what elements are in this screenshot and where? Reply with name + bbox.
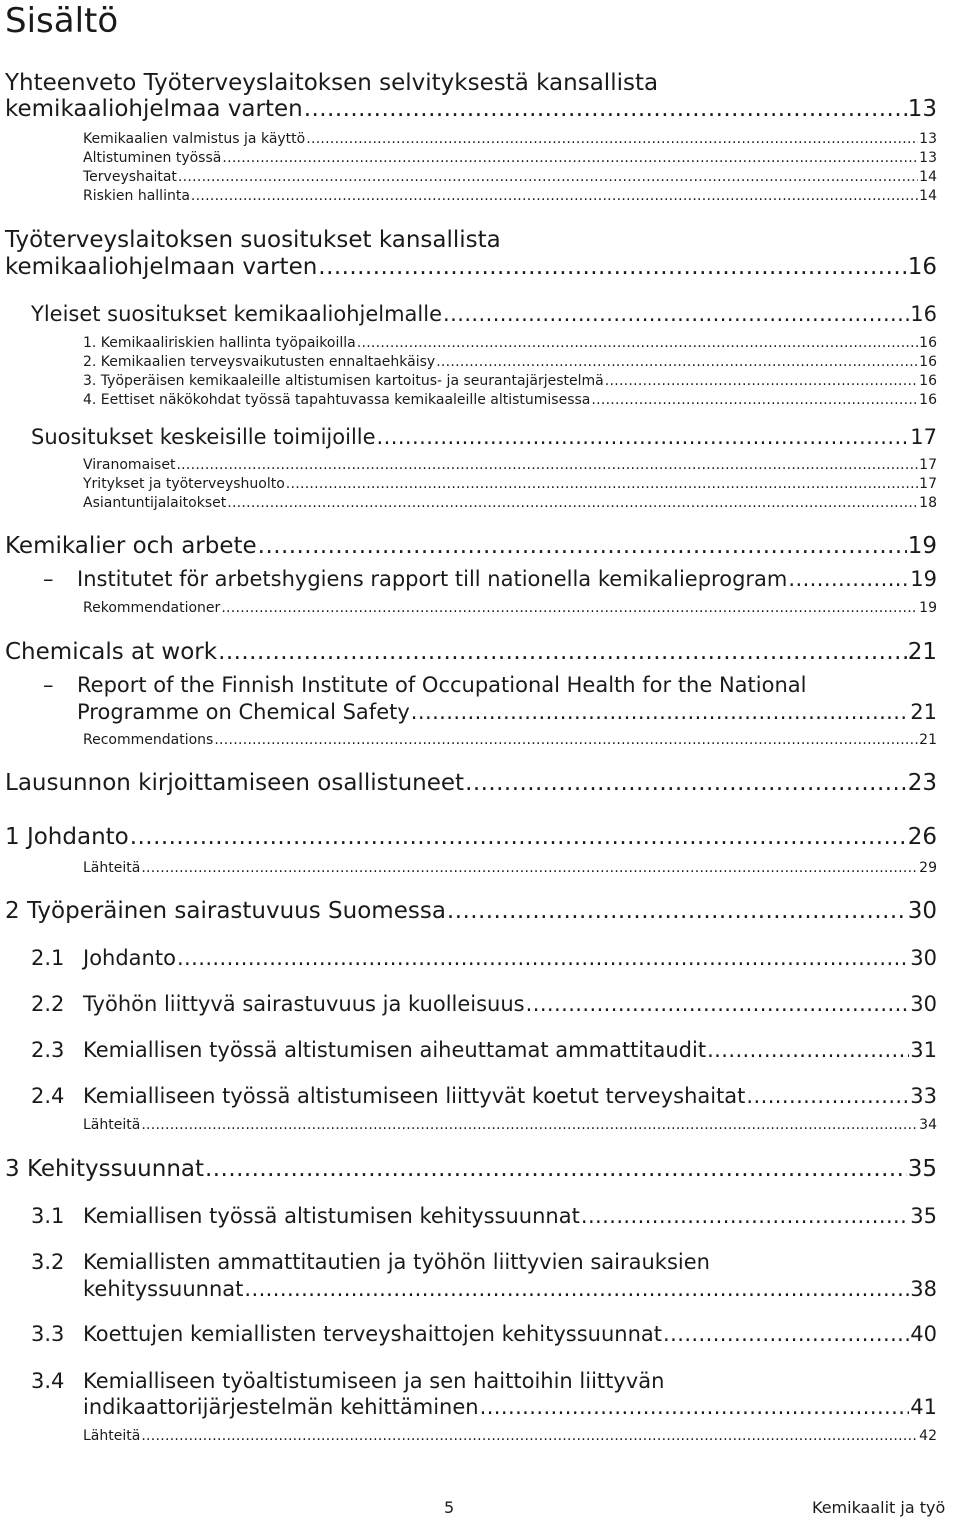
toc-entry-text: 2. Kemikaalien terveysvaikutusten ennaltaehkäisy: [83, 354, 436, 370]
toc-page-number: 16: [919, 354, 937, 370]
toc-page-number: 30: [907, 898, 937, 924]
toc-page-number: 14: [919, 188, 937, 204]
toc-entry[interactable]: [5, 639, 937, 665]
toc-entry[interactable]: [83, 457, 937, 473]
toc-entry-text: Työhön liittyvä sairastuvuus ja kuolleisuus: [83, 992, 525, 1016]
toc-leader: [707, 1038, 909, 1062]
toc-entry-line1[interactable]: Yhteenveto Työterveyslaitoksen selvityksestä kansallista: [5, 70, 659, 96]
toc-entry[interactable]: [83, 495, 937, 511]
toc-entry-text: kehityssuunnat: [83, 1277, 244, 1301]
dash-marker: –: [43, 673, 54, 697]
toc-entry-text: Kemikaalien valmistus ja käyttö: [83, 131, 306, 147]
toc-leader: [526, 992, 910, 1016]
toc-entry-text: Lausunnon kirjoittamiseen osallistuneet: [5, 770, 465, 796]
section-number: 3.1: [31, 1204, 65, 1228]
toc-leader: [191, 188, 918, 204]
toc-entry[interactable]: [5, 898, 937, 924]
toc-entry[interactable]: [83, 354, 937, 370]
toc-page-number: 38: [910, 1277, 937, 1301]
toc-entry[interactable]: [83, 1395, 937, 1419]
toc-entry-line1[interactable]: Työterveyslaitoksen suositukset kansallista: [5, 227, 501, 253]
toc-entry[interactable]: [83, 1038, 937, 1062]
toc-page-number: 23: [907, 770, 937, 796]
toc-entry-text: kemikaaliohjelmaan varten: [5, 254, 318, 280]
toc-entry-text: 1 Johdanto: [5, 824, 129, 850]
toc-entry[interactable]: [5, 533, 937, 559]
toc-leader: [130, 824, 907, 850]
toc-entry[interactable]: [83, 169, 937, 185]
section-number: 2.3: [31, 1038, 65, 1062]
page-title: Sisältö: [5, 1, 119, 41]
toc-page-number: 19: [907, 533, 937, 559]
toc-page-number: 41: [910, 1395, 937, 1419]
toc-entry-text: Lähteitä: [83, 1428, 141, 1444]
toc-page-number: 14: [919, 169, 937, 185]
toc-entry[interactable]: [83, 1428, 937, 1444]
dash-marker: –: [43, 567, 54, 591]
toc-entry-text: Kemiallisen työssä altistumisen kehityssuunnat: [83, 1204, 580, 1228]
toc-page-number: 21: [910, 700, 937, 724]
toc-entry[interactable]: [31, 425, 937, 449]
toc-entry[interactable]: [5, 1156, 937, 1182]
toc-leader: [663, 1322, 909, 1346]
toc-entry[interactable]: [83, 131, 937, 147]
toc-entry-text: Yleiset suositukset kemikaaliohjelmalle: [31, 302, 443, 326]
toc-page-number: 16: [919, 373, 937, 389]
toc-leader: [244, 1277, 909, 1301]
toc-entry-text: 1. Kemikaaliriskien hallinta työpaikoilla: [83, 335, 356, 351]
toc-leader: [205, 1156, 907, 1182]
toc-entry[interactable]: [5, 824, 937, 850]
toc-entry-line1[interactable]: Kemiallisten ammattitautien ja työhön liittyvien sairauksien: [83, 1250, 710, 1274]
toc-leader: [447, 898, 907, 924]
toc-entry-text: Terveyshaitat: [83, 169, 177, 185]
section-number: 2.1: [31, 946, 65, 970]
toc-entry[interactable]: [83, 188, 937, 204]
toc-entry[interactable]: [83, 600, 937, 616]
toc-entry-text: 4. Eettiset näkökohdat työssä tapahtuvassa kemikaaleille altistumisessa: [83, 392, 591, 408]
section-number: 2.4: [31, 1084, 65, 1108]
toc-entry-text: Altistuminen työssä: [83, 150, 222, 166]
toc-entry-text: Johdanto: [83, 946, 176, 970]
toc-page-number: 40: [910, 1322, 937, 1346]
toc-page-number: 13: [919, 150, 937, 166]
toc-page-number: 29: [919, 860, 937, 876]
toc-entry-text: Yritykset ja työterveyshuolto: [83, 476, 285, 492]
toc-entry-text: Kemiallisen työssä altistumisen aiheuttamat ammattitaudit: [83, 1038, 707, 1062]
toc-entry-text: Kemikalier och arbete: [5, 533, 257, 559]
toc-entry-text: Asiantuntijalaitokset: [83, 495, 227, 511]
toc-entry[interactable]: [5, 96, 937, 122]
toc-entry[interactable]: [83, 946, 937, 970]
toc-entry[interactable]: [83, 992, 937, 1016]
toc-entry[interactable]: [83, 392, 937, 408]
toc-entry-line1[interactable]: Kemialliseen työaltistumiseen ja sen haittoihin liittyvän: [83, 1369, 665, 1393]
toc-leader: [377, 425, 910, 449]
toc-entry[interactable]: [77, 567, 937, 591]
toc-page-number: 17: [910, 425, 937, 449]
toc-page-number: 18: [919, 495, 937, 511]
toc-page-number: 42: [919, 1428, 937, 1444]
toc-page-number: 26: [907, 824, 937, 850]
toc-entry[interactable]: [83, 1117, 937, 1133]
toc-entry[interactable]: [31, 302, 937, 326]
toc-leader: [605, 373, 918, 389]
toc-leader: [286, 476, 918, 492]
toc-page-number: 16: [907, 254, 937, 280]
toc-page-number: 33: [910, 1084, 937, 1108]
toc-leader: [141, 860, 918, 876]
toc-entry-text: 3 Kehityssuunnat: [5, 1156, 205, 1182]
toc-leader: [436, 354, 918, 370]
toc-entry-text: Kemialliseen työssä altistumiseen liittyvät koetut terveyshaitat: [83, 1084, 746, 1108]
toc-leader: [258, 533, 907, 559]
toc-leader: [443, 302, 909, 326]
toc-leader: [218, 639, 907, 665]
toc-leader: [176, 457, 918, 473]
toc-page-number: 17: [919, 457, 937, 473]
toc-leader: [306, 131, 918, 147]
toc-entry-text: Lähteitä: [83, 1117, 141, 1133]
toc-leader: [411, 700, 909, 724]
toc-leader: [788, 567, 909, 591]
toc-entry[interactable]: [5, 254, 937, 280]
toc-leader: [480, 1395, 910, 1419]
toc-page-number: 13: [919, 131, 937, 147]
toc-page-number: 21: [907, 639, 937, 665]
section-number: 3.4: [31, 1369, 65, 1393]
toc-leader: [221, 600, 918, 616]
toc-leader: [465, 770, 907, 796]
toc-entry-text: kemikaaliohjelmaa varten: [5, 96, 303, 122]
toc-page-number: 35: [907, 1156, 937, 1182]
toc-entry[interactable]: [83, 373, 937, 389]
toc-leader: [591, 392, 918, 408]
toc-entry-text: Rekommendationer: [83, 600, 221, 616]
toc-leader: [141, 1117, 918, 1133]
section-number: 3.3: [31, 1322, 65, 1346]
toc-entry-text: Institutet för arbetshygiens rapport till nationella kemikalieprogram: [77, 567, 788, 591]
toc-entry[interactable]: [83, 1204, 937, 1228]
toc-entry-text: Lähteitä: [83, 860, 141, 876]
toc-entry[interactable]: [83, 1277, 937, 1301]
toc-entry[interactable]: [83, 1322, 937, 1346]
toc-entry-text: Riskien hallinta: [83, 188, 190, 204]
toc-page-number: 17: [919, 476, 937, 492]
toc-entry-text: Chemicals at work: [5, 639, 218, 665]
toc-entry[interactable]: [83, 150, 937, 166]
toc-entry[interactable]: [83, 1084, 937, 1108]
toc-leader: [214, 732, 918, 748]
toc-entry-text: Programme on Chemical Safety: [77, 700, 410, 724]
toc-leader: [746, 1084, 909, 1108]
toc-entry-text: 2 Työperäinen sairastuvuus Suomessa: [5, 898, 446, 924]
toc-entry-text: Recommendations: [83, 732, 214, 748]
toc-entry-text: Suositukset keskeisille toimijoille: [31, 425, 376, 449]
toc-leader: [357, 335, 918, 351]
toc-page-number: 16: [919, 335, 937, 351]
toc-page-number: 19: [910, 567, 937, 591]
footer-running-title: Kemikaalit ja työ: [812, 1498, 946, 1517]
toc-page-number: 30: [910, 992, 937, 1016]
toc-leader: [227, 495, 918, 511]
toc-entry[interactable]: [83, 732, 937, 748]
toc-page-number: 13: [907, 96, 937, 122]
toc-page-number: 35: [910, 1204, 937, 1228]
toc-page-number: 19: [919, 600, 937, 616]
toc-entry[interactable]: [83, 860, 937, 876]
toc-entry-text: indikaattorijärjestelmän kehittäminen: [83, 1395, 479, 1419]
toc-page-number: 34: [919, 1117, 937, 1133]
toc-leader: [222, 150, 918, 166]
toc-leader: [304, 96, 907, 122]
toc-entry-text: Koettujen kemiallisten terveyshaittojen kehityssuunnat: [83, 1322, 663, 1346]
toc-page-number: 16: [919, 392, 937, 408]
toc-entry-text: Viranomaiset: [83, 457, 176, 473]
toc-entry-line1[interactable]: Report of the Finnish Institute of Occupational Health for the National: [77, 673, 807, 697]
toc-leader: [178, 169, 918, 185]
toc-entry[interactable]: [83, 335, 937, 351]
toc-page-number: 21: [919, 732, 937, 748]
toc-leader: [177, 946, 909, 970]
toc-entry[interactable]: [83, 476, 937, 492]
toc-page-number: 30: [910, 946, 937, 970]
toc-leader: [581, 1204, 909, 1228]
toc-entry[interactable]: [77, 700, 937, 724]
toc-entry[interactable]: [5, 770, 937, 796]
toc-page-number: 31: [910, 1038, 937, 1062]
toc-entry-text: 3. Työperäisen kemikaaleille altistumisen kartoitus- ja seurantajärjestelmä: [83, 373, 604, 389]
footer-page-number: 5: [444, 1498, 455, 1517]
toc-page-number: 16: [910, 302, 937, 326]
toc-leader: [141, 1428, 918, 1444]
section-number: 2.2: [31, 992, 65, 1016]
section-number: 3.2: [31, 1250, 65, 1274]
toc-leader: [318, 254, 906, 280]
